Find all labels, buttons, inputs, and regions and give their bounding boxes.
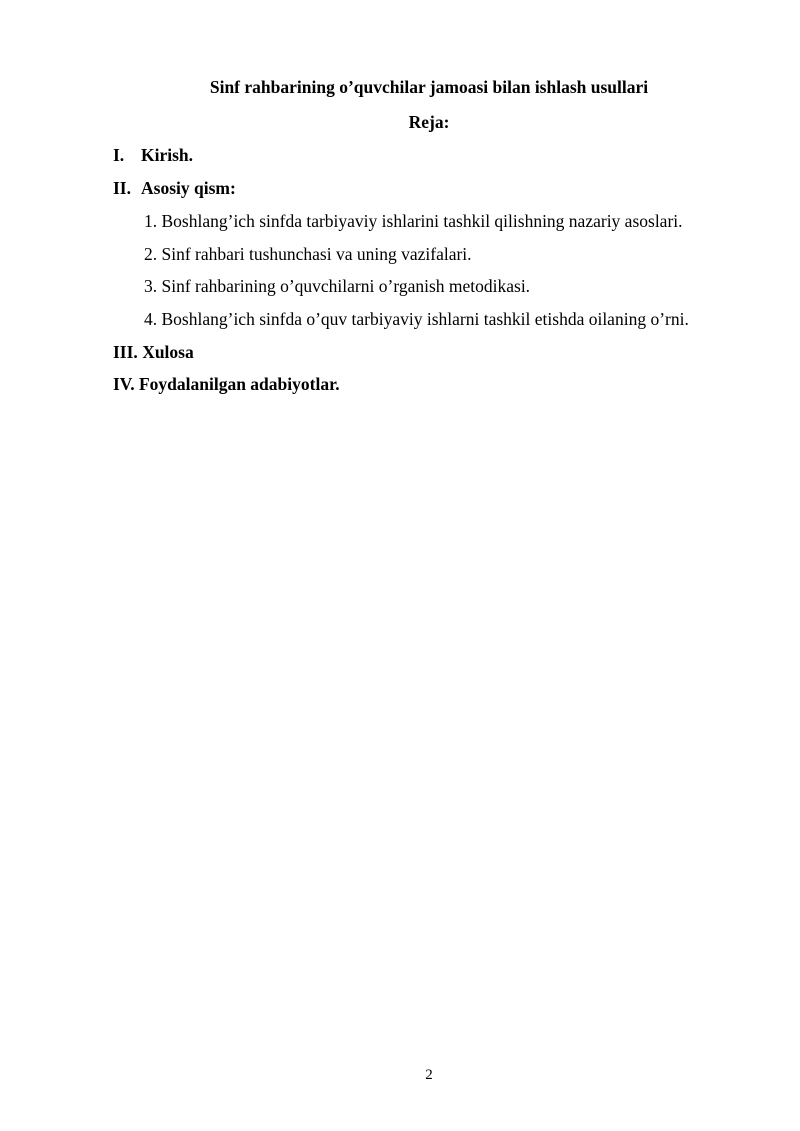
page-number: 2 xyxy=(425,1067,433,1083)
subitem-4: 4. Boshlang’ich sinfda o’quv tarbiyaviy ishlarni tashkil etishda oilaning o’rni. xyxy=(144,309,689,329)
subitem-2: 2. Sinf rahbari tushunchasi va uning vazifalari. xyxy=(144,244,472,264)
section-label: Xulosa xyxy=(142,342,194,362)
section-numeral: I. xyxy=(113,145,125,165)
section-numeral: II. xyxy=(113,178,131,198)
section-main-part xyxy=(113,177,236,199)
section-references xyxy=(113,373,340,395)
plan-heading: Reja: xyxy=(408,112,450,132)
section-numeral: III. xyxy=(113,342,138,362)
section-introduction xyxy=(113,144,193,166)
section-label: Kirish. xyxy=(141,145,194,165)
section-numeral: IV. xyxy=(113,374,135,394)
subitem-1: 1. Boshlang’ich sinfda tarbiyaviy ishlarini tashkil qilishning nazariy asoslari. xyxy=(144,211,683,231)
section-conclusion xyxy=(113,341,194,363)
document-title: Sinf rahbarining o’quvchilar jamoasi bilan ishlash usullari xyxy=(209,77,649,97)
section-label: Asosiy qism: xyxy=(141,178,236,198)
subitem-3: 3. Sinf rahbarining o’quvchilarni o’rganish metodikasi. xyxy=(144,276,531,296)
section-label: Foydalanilgan adabiyotlar. xyxy=(138,374,340,394)
